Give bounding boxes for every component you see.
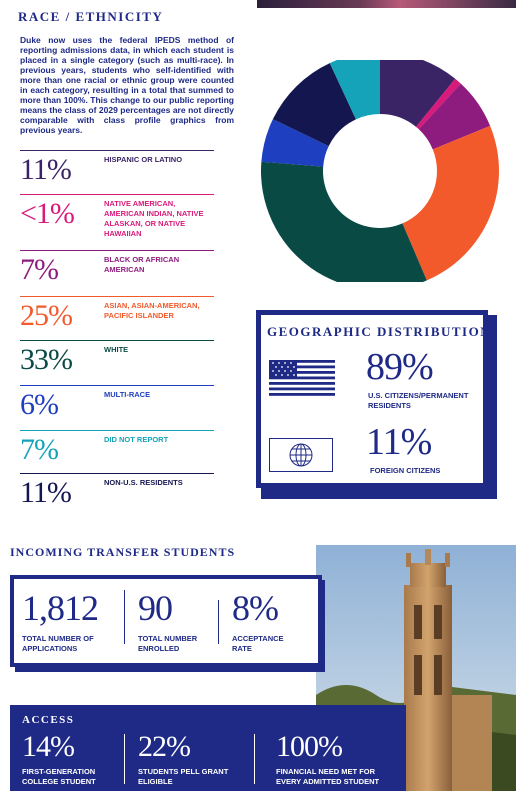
transfer-acceptance-number: 8% bbox=[232, 588, 278, 628]
globe-icon bbox=[270, 439, 332, 471]
divider bbox=[124, 590, 125, 644]
foreign-citizens-percent: 11% bbox=[366, 421, 432, 463]
pell-grant-label: STUDENTS PELL GRANT ELIGIBLE bbox=[138, 767, 229, 786]
race-stat-percent: 7% bbox=[20, 433, 58, 466]
race-stat-row bbox=[20, 250, 214, 286]
race-stat-label: BLACK OR AFRICAN AMERICAN bbox=[104, 255, 180, 274]
divider bbox=[218, 600, 219, 644]
race-stat-percent: <1% bbox=[20, 197, 74, 230]
race-stat-percent: 33% bbox=[20, 343, 72, 376]
donut-slice bbox=[261, 162, 427, 282]
transfer-acceptance-label: ACCEPTANCE RATE bbox=[232, 634, 284, 653]
race-stat-label: NATIVE AMERICAN, AMERICAN INDIAN, NATIVE ALASKAN, OR NATIVE HAWAIIAN bbox=[104, 199, 204, 238]
first-gen-label: FIRST-GENERATION COLLEGE STUDENT bbox=[22, 767, 96, 786]
race-description: Duke now uses the federal IPEDS method of reporting admissions data, in which each student is placed in a single category (such as multi-race). In previous years, students who self-identified with more than one racial or ethnic group were counted in each category, resulting in a total that summed to more than 100%. This change to our public reporting means the class of 2029 percentages are not directly comparable with class profile graphics from previous years. bbox=[20, 35, 234, 135]
race-donut-chart bbox=[257, 60, 503, 282]
race-stat-percent: 25% bbox=[20, 299, 72, 332]
need-met-percent: 100% bbox=[276, 730, 342, 763]
race-stat-percent: 6% bbox=[20, 388, 58, 421]
foreign-citizens-label: FOREIGN CITIZENS bbox=[370, 466, 441, 475]
race-stat-label: ASIAN, ASIAN-AMERICAN, PACIFIC ISLANDER bbox=[104, 301, 200, 320]
transfer-enrolled-number: 90 bbox=[138, 588, 172, 628]
divider bbox=[254, 734, 255, 784]
race-stat-label: NON-U.S. RESIDENTS bbox=[104, 478, 183, 487]
race-stat-label: DID NOT REPORT bbox=[104, 435, 169, 444]
globe-frame bbox=[269, 438, 333, 472]
race-stat-row bbox=[20, 430, 214, 466]
transfer-applications-number: 1,812 bbox=[22, 588, 98, 628]
race-stat-row bbox=[20, 473, 214, 509]
race-stat-label: WHITE bbox=[104, 345, 129, 354]
race-stat-row bbox=[20, 194, 214, 238]
geo-title: GEOGRAPHIC DISTRIBUTION bbox=[267, 324, 492, 339]
us-flag-icon bbox=[269, 360, 335, 396]
transfer-heading: INCOMING TRANSFER STUDENTS bbox=[10, 545, 236, 559]
race-stat-row bbox=[20, 340, 214, 376]
need-met-label: FINANCIAL NEED MET FOR EVERY ADMITTED STUDENT bbox=[276, 767, 380, 786]
race-stat-percent: 7% bbox=[20, 253, 58, 286]
race-stat-label: HISPANIC OR LATINO bbox=[104, 155, 183, 164]
header-photo bbox=[257, 0, 516, 8]
access-heading: ACCESS bbox=[22, 714, 75, 726]
transfer-applications-label: TOTAL NUMBER OF APPLICATIONS bbox=[22, 634, 94, 653]
us-citizens-percent: 89% bbox=[366, 346, 433, 388]
race-heading: RACE / ETHNICITY bbox=[18, 9, 164, 24]
race-stat-row bbox=[20, 385, 214, 421]
race-stat-percent: 11% bbox=[20, 476, 71, 509]
race-stat-label: MULTI-RACE bbox=[104, 390, 151, 399]
us-citizens-label: U.S. CITIZENS/PERMANENT RESIDENTS bbox=[368, 391, 469, 410]
pell-grant-percent: 22% bbox=[138, 730, 190, 763]
race-stat-row bbox=[20, 150, 214, 186]
race-stat-row bbox=[20, 296, 214, 332]
transfer-enrolled-label: TOTAL NUMBER ENROLLED bbox=[138, 634, 198, 653]
first-gen-percent: 14% bbox=[22, 730, 74, 763]
divider bbox=[124, 734, 125, 784]
donut-slice bbox=[402, 126, 499, 281]
race-stat-percent: 11% bbox=[20, 153, 71, 186]
